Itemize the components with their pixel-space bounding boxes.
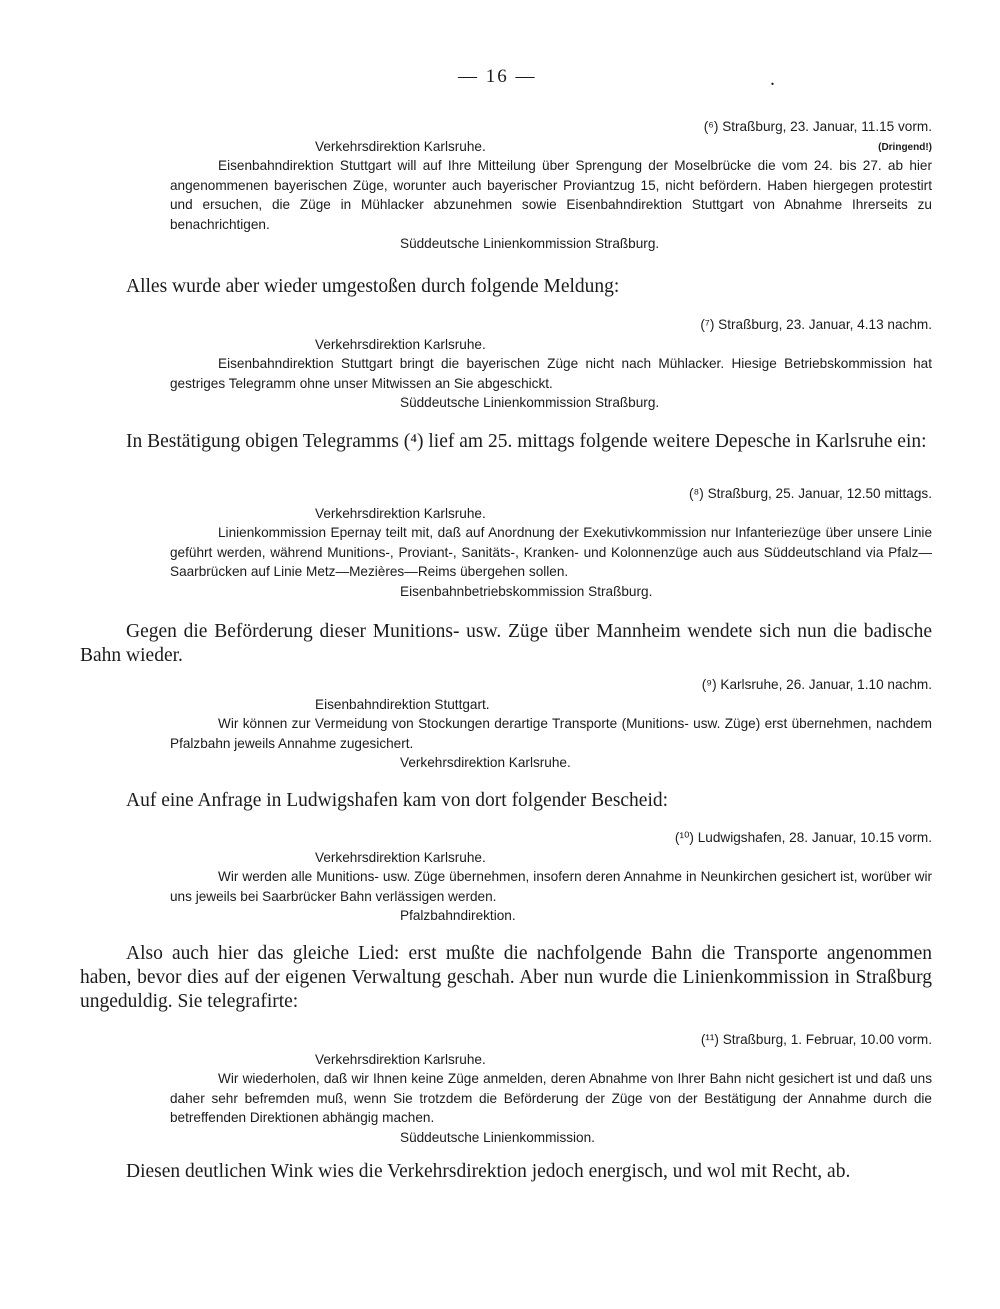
telegram-recipient: Verkehrsdirektion Karlsruhe. [315, 505, 486, 521]
telegram-recipient: Verkehrsdirektion Karlsruhe. [315, 849, 486, 865]
telegram-recipient: Verkehrsdirektion Karlsruhe. [315, 1051, 486, 1067]
telegram-signature: Eisenbahnbetriebskommission Straßburg. [400, 583, 653, 599]
telegram-signature: Süddeutsche Linienkommission. [400, 1129, 595, 1145]
telegram-signature: Süddeutsche Linienkommission Straßburg. [400, 236, 660, 251]
telegram-body: Eisenbahndirektion Stuttgart bringt die bayerischen Züge nicht nach Mühlacker. Hiesige Betriebskommission hat gestriges Telegramm ohne unser Mitwissen an Sie abgeschickt. [170, 356, 932, 391]
urgent-marker: (Dringend!) [878, 141, 932, 153]
telegram-dateline: (⁹) Karlsruhe, 26. Januar, 1.10 nachm. [701, 677, 932, 692]
telegram-dateline: (⁶) Straßburg, 23. Januar, 11.15 vorm. [703, 119, 932, 134]
page-mark: . [770, 68, 775, 90]
paragraph: Auf eine Anfrage in Ludwigshafen kam von dort folgender Bescheid: [126, 790, 669, 811]
telegram-9 [170, 675, 932, 773]
telegram-recipient: Eisenbahndirektion Stuttgart. [315, 696, 490, 712]
telegram-signature: Verkehrsdirektion Karlsruhe. [400, 755, 571, 770]
telegram-body: Wir werden alle Munitions- usw. Züge übernehmen, insofern deren Annahme in Neunkirchen gesichert ist, worüber wir uns jeweils bei Saarbrücker Bahn verlässigen werden. [170, 869, 932, 904]
telegram-dateline: (⁷) Straßburg, 23. Januar, 4.13 nachm. [700, 317, 932, 332]
telegram-signature: Pfalzbahndirektion. [400, 908, 516, 923]
telegram-dateline: (¹¹) Straßburg, 1. Februar, 10.00 vorm. [700, 1032, 932, 1047]
telegram-recipient: Verkehrsdirektion Karlsruhe. [315, 138, 486, 154]
telegram-signature: Süddeutsche Linienkommission Straßburg. [400, 395, 660, 410]
paragraph: Diesen deutlichen Wink wies die Verkehrsdirektion jedoch energisch, und wol mit Recht, ab. [126, 1161, 851, 1182]
telegram-dateline: (¹⁰) Ludwigshafen, 28. Januar, 10.15 vorm. [674, 830, 932, 845]
paragraph: Also auch hier das gleiche Lied: erst mußte die nachfolgende Bahn die Transporte angenommen haben, bevor dies auf der eigenen Verwaltung geschah. Aber nun wurde die Linienkommission in Straßburg ungeduldig. Sie telegrafirte: [80, 943, 932, 1012]
page-number: — 16 — [458, 66, 537, 87]
paragraph: Gegen die Beförderung dieser Munitions- usw. Züge über Mannheim wendete sich nun die badische Bahn wieder. [80, 621, 932, 666]
telegram-recipient: Verkehrsdirektion Karlsruhe. [315, 336, 486, 352]
telegram-10 [170, 828, 932, 926]
paragraph: Alles wurde aber wieder umgestoßen durch folgende Meldung: [126, 276, 620, 297]
telegram-8 [170, 484, 932, 601]
telegram-6 [170, 117, 932, 254]
telegram-11 [170, 1030, 932, 1147]
telegram-body: Wir wiederholen, daß wir Ihnen keine Züge anmelden, deren Abnahme von Ihrer Bahn nicht gesichert ist und daß uns daher sehr befremden muß, wenn Sie trotzdem die Beförderung der Züge von der Bestätigung der Annahme durch die betreffenden Direktionen abhängig machen. [170, 1071, 932, 1125]
telegram-body: Linienkommission Epernay teilt mit, daß auf Anordnung der Exekutivkommission nur Infanteriezüge über unsere Linie geführt werden, während Munitions-, Proviant-, Sanitäts-, Kranken- und Kolonnenzüge auch aus Süddeutschland via Pfalz—Saarbrücken auf Linie Metz—Mezières—Reims übergehen sollen. [170, 525, 932, 579]
telegram-body: Eisenbahndirektion Stuttgart will auf Ihre Mitteilung über Sprengung der Moselbrücke die vom 24. bis 27. ab hier angenommenen bayerischen Züge, worunter auch bayerischer Proviantzug 15, nicht befördern. Haben hiergegen protestirt und ersuchen, die Züge in Mühlacker abzunehmen sowie Eisenbahndirektion Stuttgart von Abnahme Ihrerseits zu benachrichtigen. [170, 158, 932, 232]
paragraph: In Bestätigung obigen Telegramms (⁴) lief am 25. mittags folgende weitere Depesche in Karlsruhe ein: [126, 431, 927, 452]
telegram-body: Wir können zur Vermeidung von Stockungen derartige Transporte (Munitions- usw. Züge) erst übernehmen, nachdem Pfalzbahn jeweils Annahme zugesichert. [170, 716, 932, 751]
telegram-dateline: (⁸) Straßburg, 25. Januar, 12.50 mittags. [689, 486, 932, 501]
telegram-7 [170, 315, 932, 413]
